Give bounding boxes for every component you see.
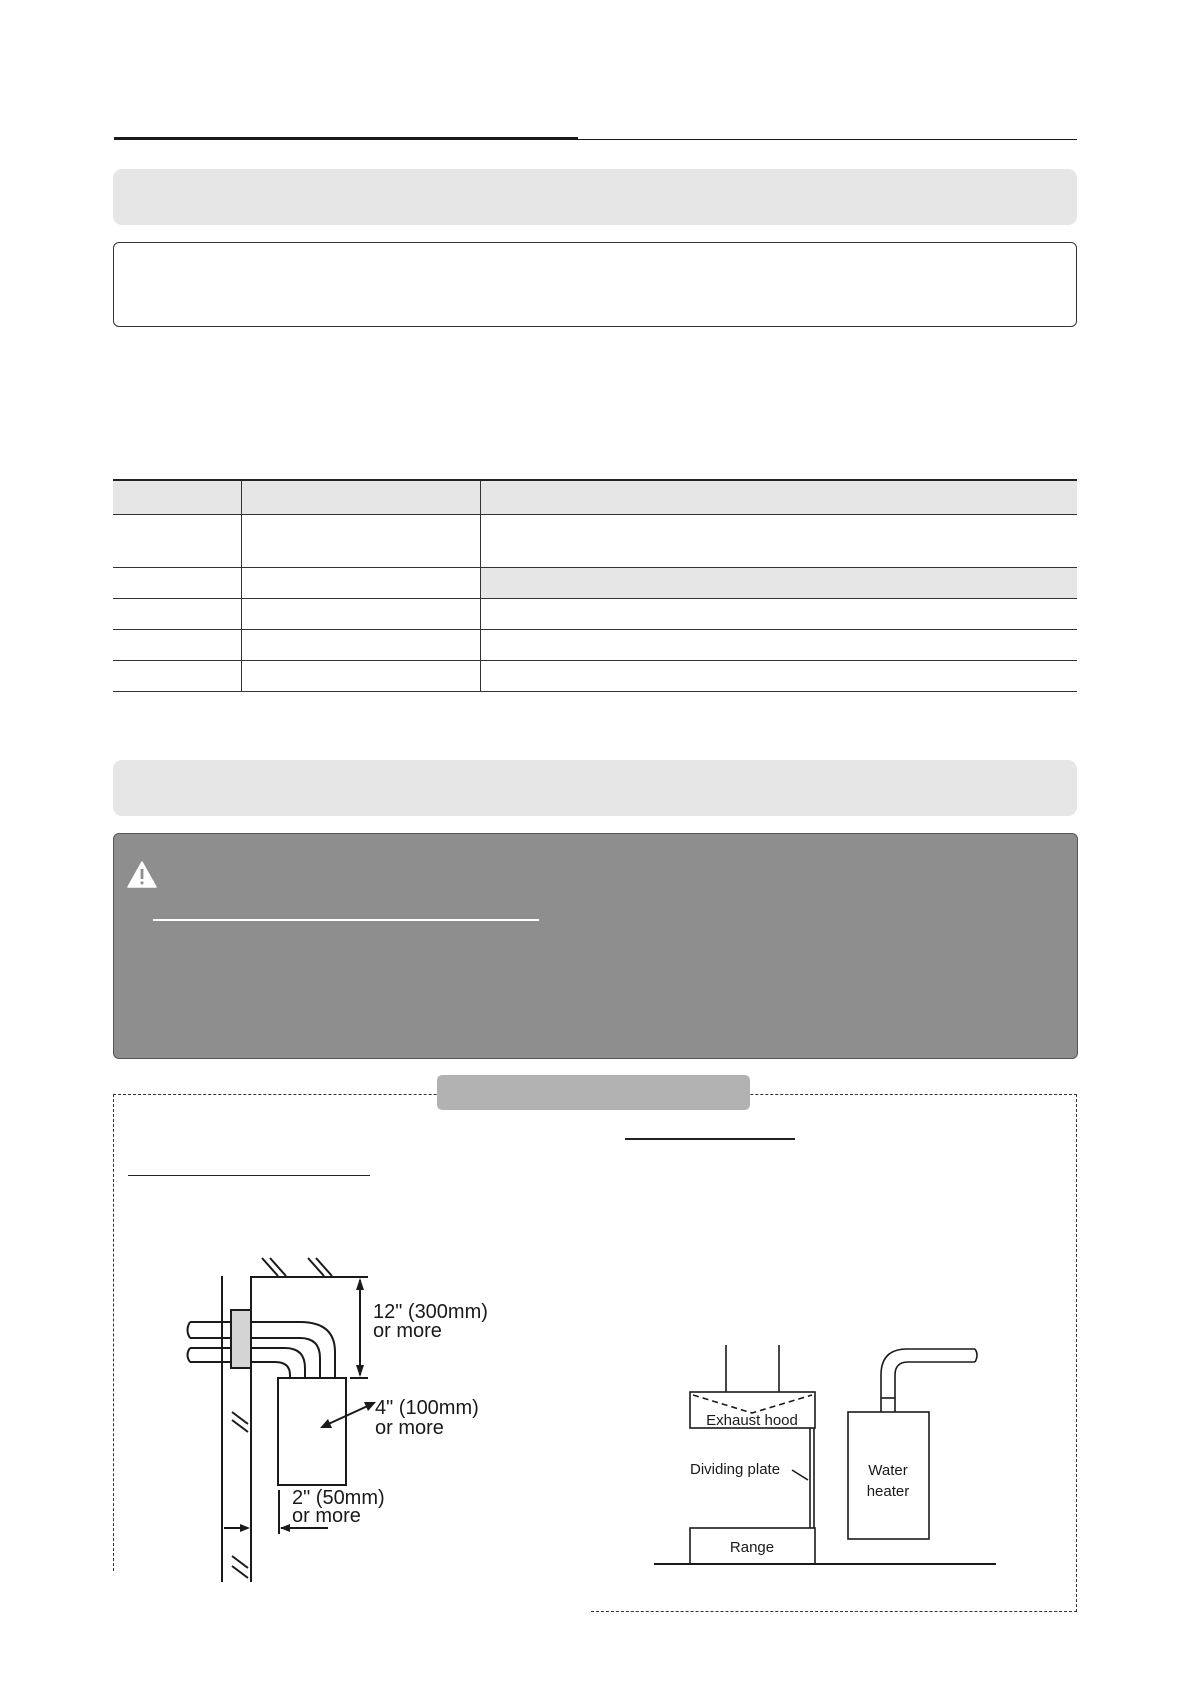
label-exhaust-hood: Exhaust hood <box>706 1412 798 1429</box>
label-water-heater-2: heater <box>866 1483 910 1500</box>
table-header-row <box>113 480 1077 515</box>
warning-underline <box>153 919 539 921</box>
table-row <box>113 661 1077 692</box>
label-side-clearance-2: or more <box>292 1505 361 1527</box>
note-box <box>113 242 1077 327</box>
table-row <box>113 515 1077 568</box>
example-pill <box>437 1075 750 1110</box>
spec-table <box>113 479 1077 692</box>
label-top-clearance-2: or more <box>373 1320 442 1342</box>
label-range: Range <box>729 1539 775 1556</box>
label-water-heater-1: Water <box>868 1462 908 1479</box>
clearance-diagram <box>160 1248 520 1588</box>
header-rule-thin <box>578 139 1077 140</box>
warning-box <box>113 833 1078 1059</box>
label-side-clearance: 2" (50mm) <box>292 1487 385 1509</box>
label-dividing-plate: Dividing plate <box>690 1461 781 1478</box>
label-front-clearance-2: or more <box>375 1417 444 1439</box>
range-hood-diagram <box>650 1335 1000 1570</box>
table-row <box>113 568 1077 599</box>
table-row <box>113 599 1077 630</box>
header-rule-thick <box>114 137 578 140</box>
left-caption-underline <box>128 1175 370 1176</box>
section-heading-bar-2 <box>113 760 1077 816</box>
section-heading-bar-1 <box>113 169 1077 225</box>
warning-triangle-icon <box>127 861 157 888</box>
label-front-clearance: 4" (100mm) <box>375 1397 479 1419</box>
label-top-clearance: 12" (300mm) <box>373 1301 488 1323</box>
right-caption-underline <box>625 1138 795 1140</box>
table-row <box>113 630 1077 661</box>
